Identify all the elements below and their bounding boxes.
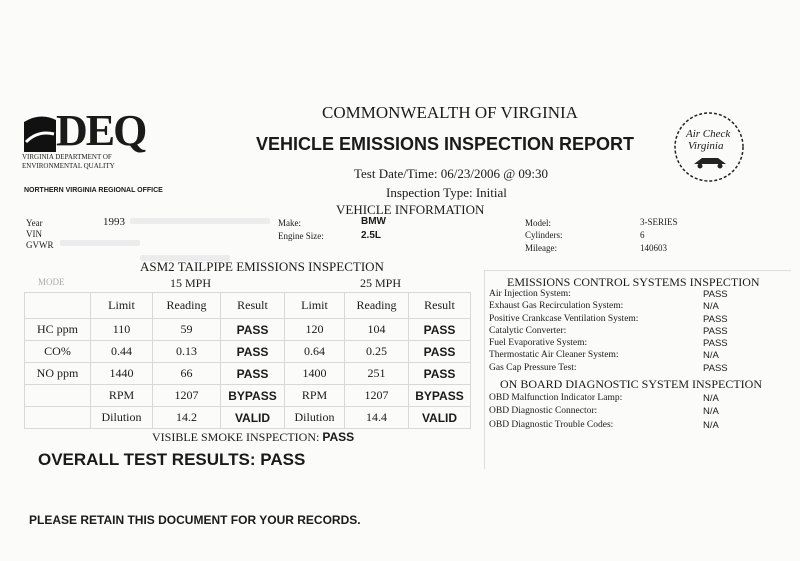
cell: VALID — [409, 407, 471, 429]
item-label: Positive Crankcase Ventilation System: — [489, 313, 639, 324]
cell: RPM — [285, 385, 345, 407]
seal-line1: Air Check — [686, 128, 731, 140]
list-item — [489, 406, 789, 419]
item-label: Gas Cap Pressure Test: — [489, 362, 577, 373]
cell: BYPASS — [409, 385, 471, 407]
cell: 120 — [285, 319, 345, 341]
table-row — [25, 407, 471, 429]
row-label — [25, 407, 91, 429]
engine-label: Engine Size: — [278, 231, 324, 241]
item-label: Air Injection System: — [489, 289, 571, 299]
model-label: Model: — [525, 218, 551, 228]
cell: PASS — [409, 319, 471, 341]
vehicle-info-title: VEHICLE INFORMATION — [336, 202, 485, 217]
seal-line2: Virginia — [688, 140, 724, 152]
cell: Dilution — [285, 407, 345, 429]
list-item — [489, 338, 789, 350]
row-label: HC ppm — [25, 319, 91, 341]
cell: PASS — [409, 363, 471, 385]
cell: 0.44 — [91, 341, 153, 363]
list-item — [489, 350, 789, 362]
asm-title: ASM2 TAILPIPE EMISSIONS INSPECTION — [140, 259, 384, 274]
test-datetime: Test Date/Time: 06/23/2006 @ 09:30 — [354, 166, 549, 181]
list-item — [489, 420, 789, 433]
report-title: VEHICLE EMISSIONS INSPECTION REPORT — [256, 134, 635, 154]
list-item — [489, 314, 789, 326]
deq-logo-text: DEQ — [56, 106, 146, 155]
year-value: 1993 — [103, 216, 125, 228]
gvwr-label: GVWR — [26, 240, 54, 250]
cell: 251 — [345, 363, 409, 385]
cell: 1207 — [345, 385, 409, 407]
cell: PASS — [221, 319, 285, 341]
asm-corner-cell — [25, 293, 91, 319]
smoke-inspection — [152, 430, 354, 445]
cell: 59 — [153, 319, 221, 341]
cell: RPM — [91, 385, 153, 407]
table-row — [25, 319, 471, 341]
item-value: PASS — [703, 289, 728, 300]
mode-label: MODE — [38, 277, 65, 287]
emissions-control-title: EMISSIONS CONTROL SYSTEMS INSPECTION — [507, 275, 760, 289]
list-item — [489, 301, 789, 313]
item-value: N/A — [703, 406, 719, 418]
row-label — [25, 385, 91, 407]
control-list — [489, 289, 789, 375]
speed-25-label: 25 MPH — [360, 276, 402, 290]
deq-logo — [22, 106, 152, 172]
obd-title: ON BOARD DIAGNOSTIC SYSTEM INSPECTION — [500, 377, 763, 391]
item-value: N/A — [703, 419, 719, 431]
item-value: N/A — [703, 301, 719, 313]
speed-15-label: 15 MPH — [170, 276, 212, 290]
inspection-type: Inspection Type: Initial — [386, 185, 507, 200]
list-item — [489, 363, 789, 375]
mileage-label: Mileage: — [525, 243, 557, 253]
cylinders-value: 6 — [640, 230, 645, 240]
col-header: Result — [409, 293, 471, 319]
make-value: BMW — [361, 216, 386, 227]
asm-results-table — [24, 292, 471, 429]
cell: 0.64 — [285, 341, 345, 363]
state-name: COMMONWEALTH OF VIRGINIA — [322, 103, 578, 122]
cell: PASS — [221, 363, 285, 385]
item-label: OBD Diagnostic Connector: — [489, 406, 598, 417]
item-value: PASS — [703, 313, 728, 325]
agency-name-line1: VIRGINIA DEPARTMENT OF — [22, 153, 112, 161]
col-header: Limit — [285, 293, 345, 319]
col-header: Reading — [345, 293, 409, 319]
row-label: CO% — [25, 341, 91, 363]
cell: 0.13 — [153, 341, 221, 363]
item-label: Fuel Evaporative System: — [489, 338, 588, 349]
cell: 66 — [153, 363, 221, 385]
item-label: Catalytic Converter: — [489, 325, 567, 336]
air-check-seal — [672, 110, 746, 184]
engine-value: 2.5L — [361, 230, 382, 241]
cell: 1400 — [285, 363, 345, 385]
row-label: NO ppm — [25, 363, 91, 385]
list-item — [489, 393, 789, 406]
cell: Dilution — [91, 407, 153, 429]
item-label: Thermostatic Air Cleaner System: — [489, 350, 619, 361]
obd-list — [489, 393, 789, 433]
col-header: Reading — [153, 293, 221, 319]
item-value: N/A — [703, 393, 719, 404]
item-value: N/A — [703, 350, 719, 362]
table-row — [25, 385, 471, 407]
model-value: 3-SERIES — [640, 217, 678, 227]
regional-office: NORTHERN VIRGINIA REGIONAL OFFICE — [24, 187, 163, 194]
item-value: PASS — [703, 325, 728, 337]
vin-label: VIN — [26, 229, 42, 239]
cell: 104 — [345, 319, 409, 341]
cell: 1440 — [91, 363, 153, 385]
make-label: Make: — [278, 218, 301, 228]
cell: 110 — [91, 319, 153, 341]
asm-header-row — [25, 293, 471, 319]
cell: 1207 — [153, 385, 221, 407]
cell: BYPASS — [221, 385, 285, 407]
list-item — [489, 289, 789, 301]
cell: PASS — [221, 341, 285, 363]
col-header: Result — [221, 293, 285, 319]
redacted-area — [130, 218, 270, 224]
year-label: Year — [26, 218, 43, 228]
cell: PASS — [409, 341, 471, 363]
item-value: PASS — [703, 338, 728, 350]
agency-name-line2: ENVIRONMENTAL QUALITY — [22, 162, 115, 170]
cell: 14.2 — [153, 407, 221, 429]
list-item — [489, 326, 789, 338]
cylinders-label: Cylinders: — [525, 230, 563, 240]
item-value: PASS — [703, 362, 728, 374]
item-label: Exhaust Gas Recirculation System: — [489, 301, 624, 312]
table-row — [25, 341, 471, 363]
cell: 14.4 — [345, 407, 409, 429]
table-row — [25, 363, 471, 385]
redacted-area — [60, 240, 140, 246]
cell: VALID — [221, 407, 285, 429]
col-header: Limit — [91, 293, 153, 319]
item-label: OBD Diagnostic Trouble Codes: — [489, 419, 614, 430]
smoke-label: VISIBLE SMOKE INSPECTION: — [152, 430, 323, 444]
cell: 0.25 — [345, 341, 409, 363]
smoke-result: PASS — [322, 430, 355, 444]
overall-result: OVERALL TEST RESULTS: PASS — [38, 450, 306, 469]
item-label: OBD Malfunction Indicator Lamp: — [489, 393, 623, 403]
mileage-value: 140603 — [640, 243, 667, 253]
retain-notice: PLEASE RETAIN THIS DOCUMENT FOR YOUR RECORDS. — [29, 513, 361, 527]
